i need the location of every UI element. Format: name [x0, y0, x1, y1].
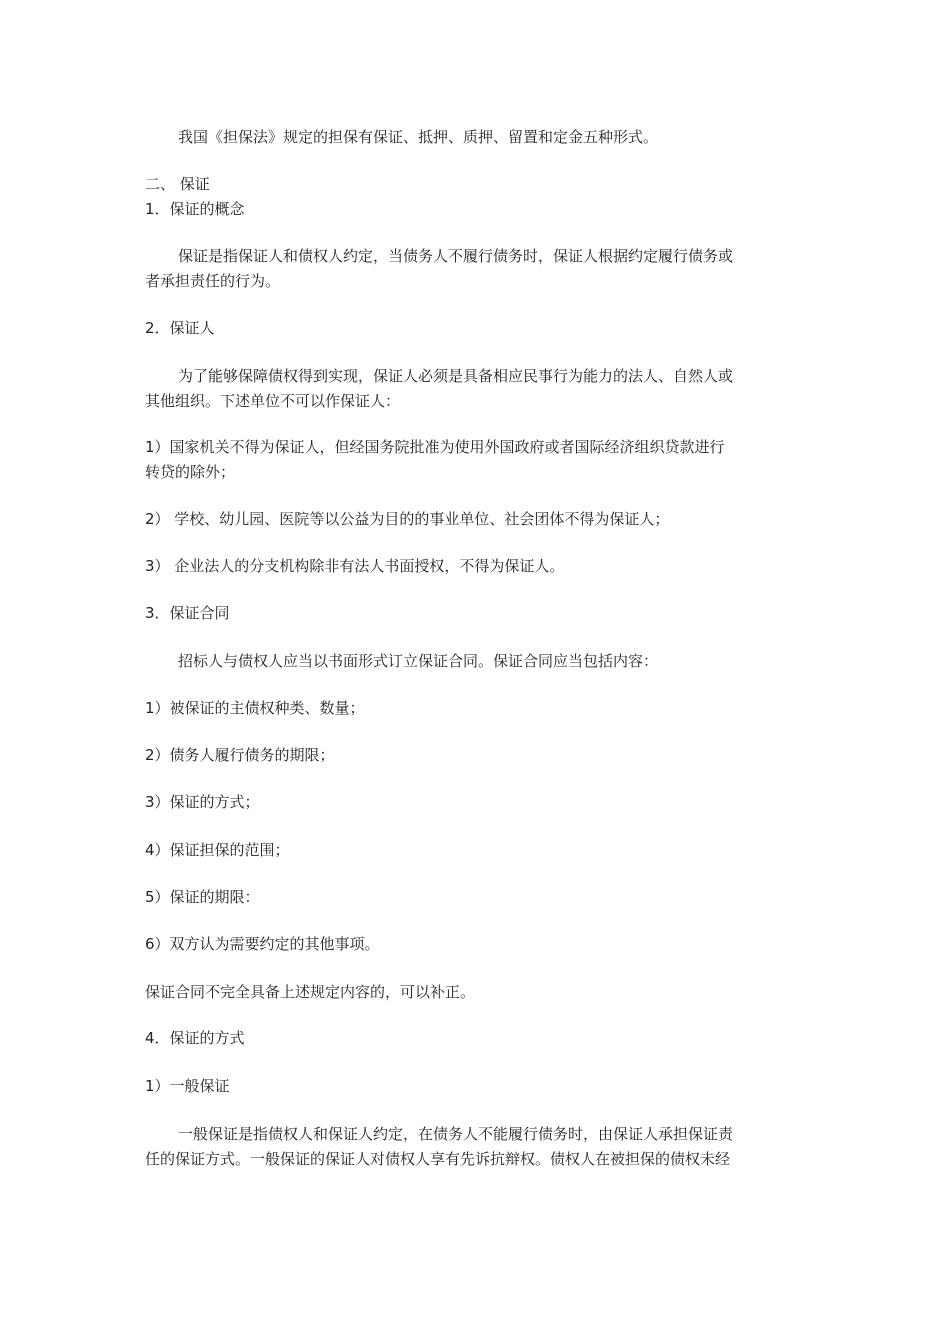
- list-item-1-line-1: 1）国家机关不得为保证人，但经国务院批准为使用外国政府或者国际经济组织贷款进行: [145, 438, 725, 456]
- list-item-2: 2） 学校、幼儿园、医院等以公益为目的的事业单位、社会团体不得为保证人；: [145, 510, 670, 528]
- concept-paragraph-line-1: 保证是指保证人和债权人约定，当债务人不履行债务时，保证人根据约定履行债务或: [178, 247, 734, 265]
- general-guarantee-paragraph-line-1: 一般保证是指债权人和保证人约定，在债务人不能履行债务时，由保证人承担保证责: [178, 1125, 734, 1143]
- subheading-general-guarantee: 1）一般保证: [145, 1077, 230, 1095]
- subheading-concept: 1．保证的概念: [145, 200, 245, 218]
- guarantor-paragraph-line-1: 为了能够保障债权得到实现，保证人必须是具备相应民事行为能力的法人、自然人或: [178, 367, 734, 385]
- subheading-methods: 4．保证的方式: [145, 1029, 245, 1047]
- list-item-1-line-2: 转贷的除外；: [145, 463, 236, 481]
- contract-paragraph: 招标人与债权人应当以书面形式订立保证合同。保证合同应当包括内容：: [178, 652, 659, 670]
- general-guarantee-paragraph-line-2: 任的保证方式。一般保证的保证人对债权人享有先诉抗辩权。债权人在被担保的债权未经: [145, 1150, 731, 1168]
- concept-paragraph-line-2: 者承担责任的行为。: [145, 272, 281, 290]
- contract-item-3: 3）保证的方式；: [145, 793, 260, 811]
- contract-item-6: 6）双方认为需要约定的其他事项。: [145, 935, 380, 953]
- subheading-contract: 3．保证合同: [145, 604, 230, 622]
- section-heading-guarantee: 二、 保证: [145, 175, 210, 193]
- contract-item-1: 1）被保证的主债权种类、数量；: [145, 699, 365, 717]
- subheading-guarantor: 2．保证人: [145, 319, 215, 337]
- list-item-3: 3） 企业法人的分支机构除非有法人书面授权，不得为保证人。: [145, 557, 565, 575]
- guarantor-paragraph-line-2: 其他组织。下述单位不可以作保证人：: [145, 392, 401, 410]
- contract-item-2: 2）债务人履行债务的期限；: [145, 746, 335, 764]
- contract-note: 保证合同不完全具备上述规定内容的，可以补正。: [145, 983, 476, 1001]
- intro-paragraph: 我国《担保法》规定的担保有保证、抵押、质押、留置和定金五种形式。: [178, 128, 659, 146]
- contract-item-4: 4）保证担保的范围；: [145, 841, 290, 859]
- contract-item-5: 5）保证的期限：: [145, 888, 260, 906]
